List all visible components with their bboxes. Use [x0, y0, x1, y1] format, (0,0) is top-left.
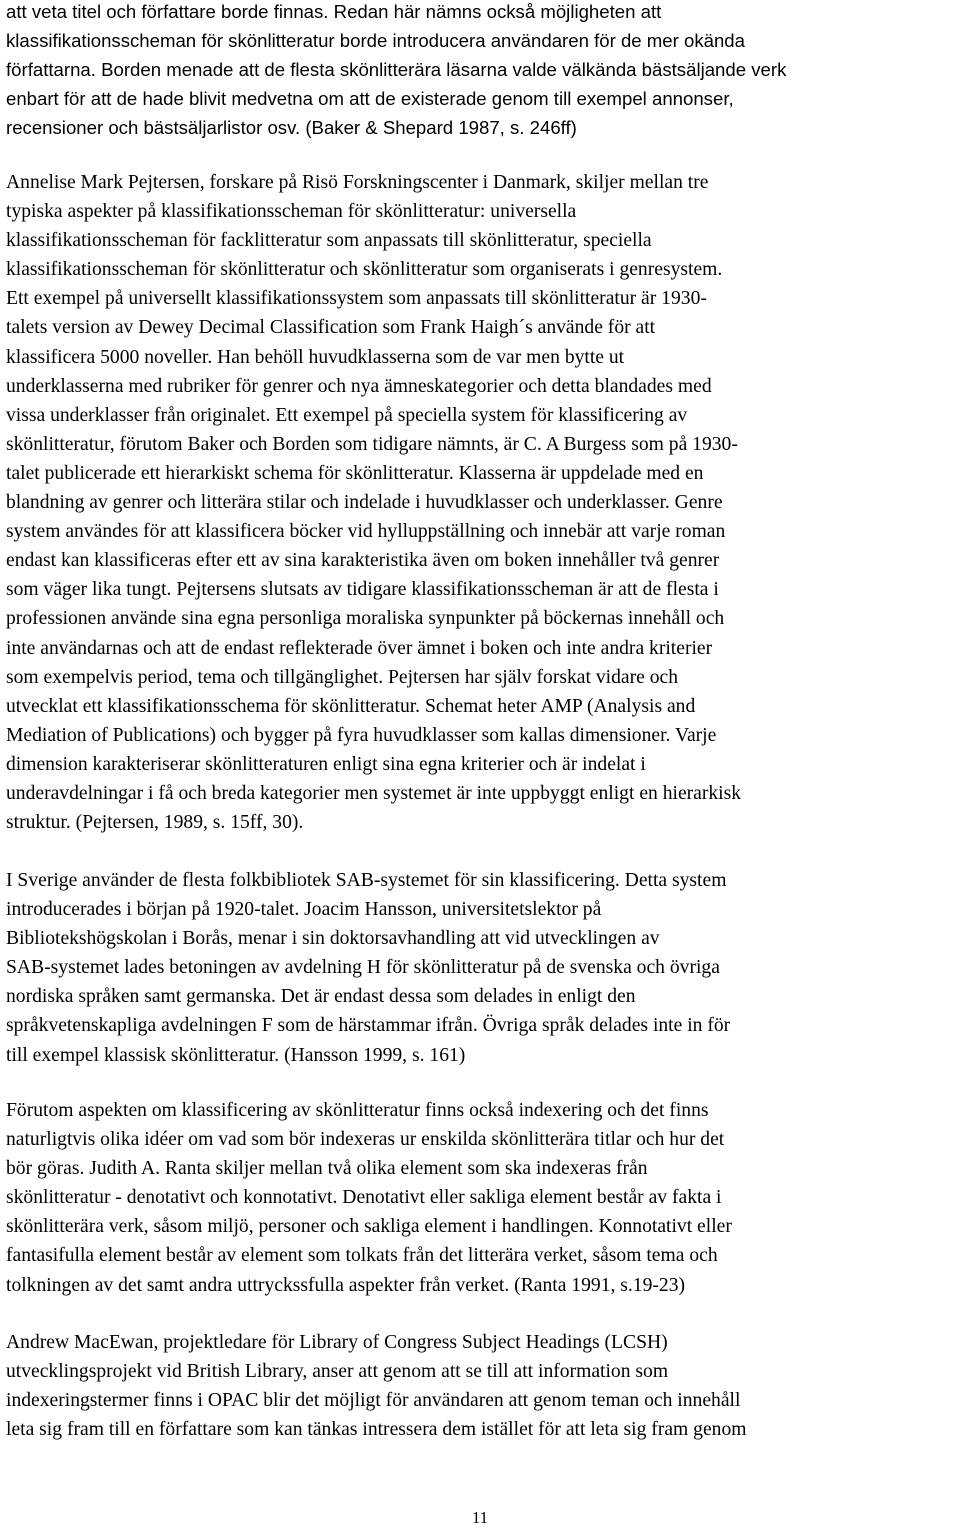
text-line: struktur. (Pejtersen, 1989, s. 15ff, 30).: [6, 812, 304, 834]
text-line: underavdelningar i få och breda kategorier men systemet är inte uppbyggt enligt en hierarkisk: [6, 782, 742, 804]
text-line: skönlitterära verk, såsom miljö, personer och sakliga element i handlingen. Konnotativt eller: [6, 1216, 732, 1238]
text-line: underklasserna med rubriker för genrer och nya ämneskategorier och detta blandades med: [6, 375, 712, 397]
text-line: klassifikationsscheman för skönlitteratur och skönlitteratur som organiserats i genresystem.: [6, 259, 723, 281]
text-line: professionen använde sina egna personliga moraliska synpunkter på böckernas innehåll och: [6, 608, 725, 630]
paragraph-pejtersen: [6, 168, 954, 837]
text-line: naturligtvis olika idéer om vad som bör indexeras ur enskilda skönlitterära titlar och hur det: [6, 1129, 725, 1151]
text-line: leta sig fram till en författare som kan tänkas intressera dem istället för att leta sig fram genom: [6, 1419, 747, 1441]
text-line: Ett exempel på universellt klassifikationssystem som anpassats till skönlitteratur är 1930-: [6, 288, 707, 310]
text-line: skönlitteratur - denotativt och konnotativt. Denotativt eller sakliga element består av fakta i: [6, 1187, 722, 1209]
text-line: Förutom aspekten om klassificering av skönlitteratur finns också indexering och det finns: [6, 1100, 709, 1121]
text-line: talet publicerade ett hierarkiskt schema för skönlitteratur. Klasserna är uppdelade med en: [6, 462, 704, 484]
text-line: typiska aspekter på klassifikationsscheman för skönlitteratur: universella: [6, 201, 577, 223]
paragraph-sab-system: [6, 866, 954, 1070]
text-line: skönlitteratur, förutom Baker och Borden som tidigare nämnts, är C. A Burgess som på 1930-: [6, 433, 738, 455]
text-line: system användes för att klassificera böcker vid hylluppställning och innebär att varje roman: [6, 521, 726, 543]
text-line: författarna. Borden menade att de flesta skönlitterära läsarna valde välkända bästsäljande verk: [6, 59, 787, 81]
text-line: språkvetenskapliga avdelningen F som de härstammar ifrån. Övriga språk delades inte in för: [6, 1015, 731, 1037]
text-line: endast kan klassificeras efter ett av sina karakteristika även om boken innehåller två genrer: [6, 550, 720, 572]
text-line: Mediation of Publications) och bygger på fyra huvudklasser som kallas dimensioner. Varje: [6, 724, 717, 746]
text-line: Bibliotekshögskolan i Borås, menar i sin doktorsavhandling att vid utvecklingen av: [6, 928, 660, 950]
text-line: vissa underklasser från originalet. Ett exempel på speciella system för klassificering av: [6, 404, 688, 426]
text-line: utvecklingsprojekt vid British Library, anser att genom att se till att information som: [6, 1361, 669, 1383]
paragraph-indexering: [6, 1096, 954, 1300]
text-line: enbart för att de hade blivit medvetna om att de existerade genom till exempel annonser,: [6, 88, 734, 110]
paragraph-macewan: [6, 1328, 954, 1444]
text-line: klassifikationsscheman för skönlitteratur borde introducera användaren för de mer okända: [6, 30, 745, 52]
text-line: dimension karakteriserar skönlitteraturen enligt sina egna kriterier och är indelat i: [6, 753, 646, 775]
text-line: recensioner och bästsäljarlistor osv. (Baker & Shepard 1987, s. 246ff): [6, 117, 577, 139]
text-line: SAB-systemet lades betoningen av avdelning H för skönlitteratur på de svenska och övriga: [6, 957, 720, 979]
paragraph-borden: [6, 0, 954, 142]
text-line: talets version av Dewey Decimal Classification som Frank Haigh´s använde för att: [6, 317, 656, 339]
text-line: Annelise Mark Pejtersen, forskare på Risö Forskningscenter i Danmark, skiljer mellan tre: [6, 172, 709, 193]
text-line: klassifikationsscheman för facklitteratur som anpassats till skönlitteratur, speciella: [6, 230, 652, 252]
page-number: 11: [471, 1508, 489, 1527]
text-line: bör göras. Judith A. Ranta skiljer mellan två olika element som ska indexeras från: [6, 1158, 648, 1180]
text-line: utvecklat ett klassifikationsschema för skönlitteratur. Schemat heter AMP (Analysis and: [6, 695, 696, 717]
text-line: indexeringstermer finns i OPAC blir det möjligt för användaren att genom teman och innehåll: [6, 1390, 741, 1412]
text-line: klassificera 5000 noveller. Han behöll huvudklasserna som de var men bytte ut: [6, 346, 625, 368]
text-line: fantasifulla element består av element som tolkats från det litterära verket, såsom tema och: [6, 1245, 718, 1267]
text-line: blandning av genrer och litterära stilar och indelade i huvudklasser och underklasser. Genre: [6, 492, 723, 514]
text-line: tolkningen av det samt andra uttryckssfulla aspekter från verket. (Ranta 1991, s.19-23): [6, 1274, 686, 1296]
text-line: som exempelvis period, tema och tillgänglighet. Pejtersen har själv forskat vidare och: [6, 666, 678, 688]
text-line: I Sverige använder de flesta folkbibliotek SAB-systemet för sin klassificering. Detta system: [6, 870, 727, 891]
text-line: till exempel klassisk skönlitteratur. (Hansson 1999, s. 161): [6, 1044, 466, 1066]
text-line: att veta titel och författare borde finnas. Redan här nämns också möjligheten att: [6, 1, 662, 22]
text-line: introducerades i början på 1920-talet. Joacim Hansson, universitetslektor på: [6, 899, 602, 921]
text-line: som väger lika tungt. Pejtersens slutsats av tidigare klassifikationsscheman är att de flesta i: [6, 579, 719, 601]
text-line: Andrew MacEwan, projektledare för Library of Congress Subject Headings (LCSH): [6, 1332, 668, 1353]
text-line: inte användarnas och att de endast reflekterade över ämnet i boken och inte andra kriterier: [6, 637, 713, 659]
text-line: nordiska språken samt germanska. Det är endast dessa som delades in enligt den: [6, 986, 636, 1008]
